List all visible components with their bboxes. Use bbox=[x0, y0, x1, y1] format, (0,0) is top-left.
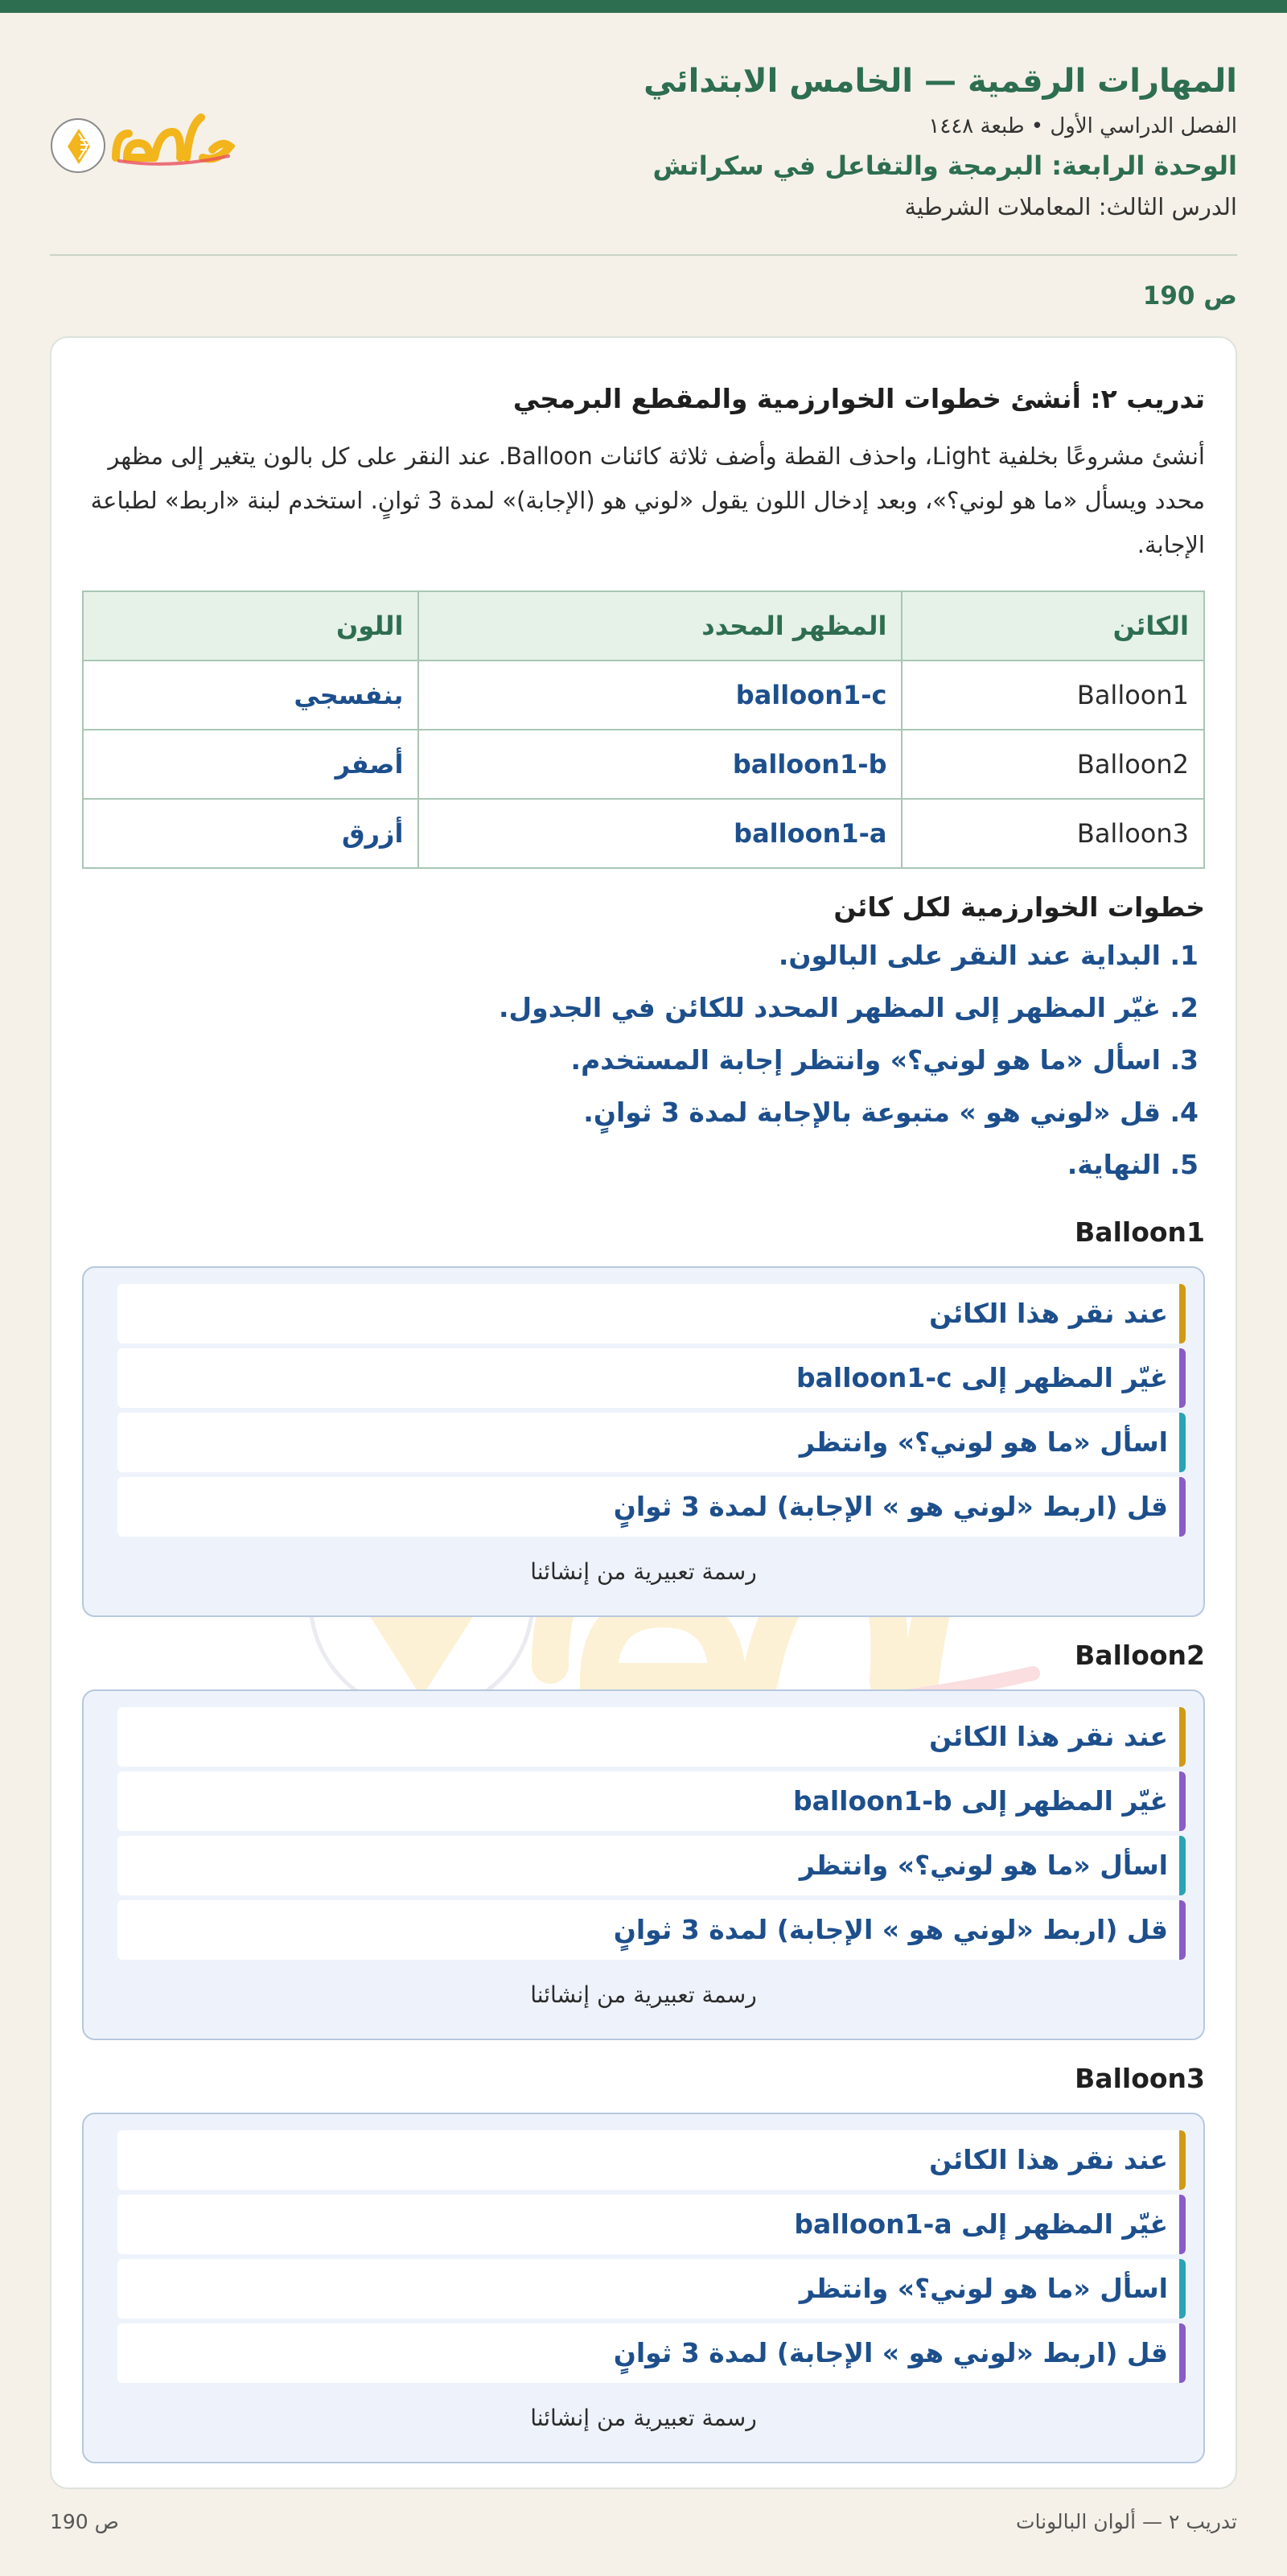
switch-costume-block: غيّر المظهر إلى balloon1-a bbox=[117, 2195, 1186, 2254]
header-text bbox=[644, 56, 1237, 225]
step-item: 1. البداية عند النقر على البالون. bbox=[778, 940, 1199, 971]
script-label-balloon2: Balloon2 bbox=[1075, 1640, 1205, 1671]
object-cell: Balloon3 bbox=[902, 799, 1204, 868]
ask-and-wait-block: اسأل «ما هو لوني؟» وانتظر bbox=[117, 1836, 1186, 1895]
steps-title: خطوات الخوارزمية لكل كائن bbox=[833, 891, 1205, 923]
exercise-title: تدريب ٢: أنشئ خطوات الخوارزمية والمقطع البرمجي bbox=[512, 383, 1205, 414]
costume-cell: balloon1-b bbox=[418, 730, 902, 799]
costume-cell: balloon1-c bbox=[418, 660, 902, 730]
when-clicked-block: عند نقر هذا الكائن bbox=[117, 2130, 1186, 2190]
page-header bbox=[50, 56, 1237, 256]
column-header-object: الكائن bbox=[902, 591, 1204, 660]
footer-title: تدريب ٢ — ألوان البالونات bbox=[1015, 2510, 1237, 2533]
script-panel-balloon2 bbox=[82, 1689, 1205, 2040]
lesson-title: الدرس الثالث: المعاملات الشرطية bbox=[904, 193, 1237, 220]
say-for-secs-block: قل (اربط «لوني هو » الإجابة) لمدة 3 ثوانٍ bbox=[117, 1900, 1186, 1960]
table-row bbox=[83, 660, 1204, 730]
color-cell: أصفر bbox=[83, 730, 418, 799]
script-panel-balloon1 bbox=[82, 1266, 1205, 1617]
figure-caption: رسمة تعبيرية من إنشائنا bbox=[530, 2405, 757, 2431]
figure-caption: رسمة تعبيرية من إنشائنا bbox=[530, 1558, 757, 1585]
color-cell: أزرق bbox=[83, 799, 418, 868]
exercise-description: أنشئ مشروعًا بخلفية Light، واحذف القطة وأضف ثلاثة كائنات Balloon. عند النقر على كل بالون يتغير إلى مظهر محدد ويسأل «ما هو لوني؟»، وبعد إدخال اللون يقول «لوني هو (الإجابة)» لمدة 3 ثوانٍ. استخدم لبنة «اربط» لطباعة الإجابة. bbox=[90, 442, 1205, 558]
object-cell: Balloon2 bbox=[902, 730, 1204, 799]
exercise-card bbox=[50, 336, 1237, 2489]
ask-and-wait-block: اسأل «ما هو لوني؟» وانتظر bbox=[117, 1413, 1186, 1472]
figure-caption: رسمة تعبيرية من إنشائنا bbox=[530, 1981, 757, 2008]
top-accent-bar bbox=[0, 0, 1287, 13]
book-title: المهارات الرقمية — الخامس الابتدائي bbox=[644, 63, 1237, 100]
footer-page-number: ص 190 bbox=[50, 2510, 119, 2533]
say-for-secs-block: قل (اربط «لوني هو » الإجابة) لمدة 3 ثوانٍ bbox=[117, 2323, 1186, 2383]
object-cell: Balloon1 bbox=[902, 660, 1204, 730]
script-blocks bbox=[117, 2130, 1186, 2388]
step-item: 2. غيّر المظهر إلى المظهر المحدد للكائن في الجدول. bbox=[499, 992, 1199, 1023]
table-row bbox=[83, 730, 1204, 799]
page-number-top: ص 190 bbox=[1142, 282, 1237, 311]
when-clicked-block: عند نقر هذا الكائن bbox=[117, 1707, 1186, 1767]
hulul-logo bbox=[50, 109, 235, 182]
hulul-logo-image bbox=[50, 109, 235, 182]
costume-cell: balloon1-a bbox=[418, 799, 902, 868]
say-for-secs-block: قل (اربط «لوني هو » الإجابة) لمدة 3 ثوانٍ bbox=[117, 1477, 1186, 1537]
objects-table bbox=[82, 591, 1205, 869]
table-header-row bbox=[83, 591, 1204, 660]
when-clicked-block: عند نقر هذا الكائن bbox=[117, 1284, 1186, 1344]
table-row bbox=[83, 799, 1204, 868]
script-panel-balloon3 bbox=[82, 2113, 1205, 2463]
step-item: 5. النهاية. bbox=[1067, 1149, 1199, 1180]
color-cell: بنفسجي bbox=[83, 660, 418, 730]
column-header-costume: المظهر المحدد bbox=[418, 591, 902, 660]
semester-line: الفصل الدراسي الأول • طبعة ١٤٤٨ bbox=[928, 114, 1237, 138]
switch-costume-block: غيّر المظهر إلى balloon1-c bbox=[117, 1348, 1186, 1408]
script-blocks bbox=[117, 1284, 1186, 1541]
script-blocks bbox=[117, 1707, 1186, 1965]
step-item: 4. قل «لوني هو » متبوعة بالإجابة لمدة 3 ثوانٍ. bbox=[583, 1097, 1199, 1128]
switch-costume-block: غيّر المظهر إلى balloon1-b bbox=[117, 1772, 1186, 1831]
ask-and-wait-block: اسأل «ما هو لوني؟» وانتظر bbox=[117, 2259, 1186, 2319]
script-label-balloon3: Balloon3 bbox=[1075, 2063, 1205, 2094]
unit-title: الوحدة الرابعة: البرمجة والتفاعل في سكراتش bbox=[652, 150, 1237, 181]
algorithm-steps bbox=[82, 940, 1205, 1201]
column-header-color: اللون bbox=[83, 591, 418, 660]
step-item: 3. اسأل «ما هو لوني؟» وانتظر إجابة المستخدم. bbox=[570, 1044, 1199, 1076]
header-divider bbox=[50, 254, 1237, 256]
script-label-balloon1: Balloon1 bbox=[1075, 1216, 1205, 1248]
